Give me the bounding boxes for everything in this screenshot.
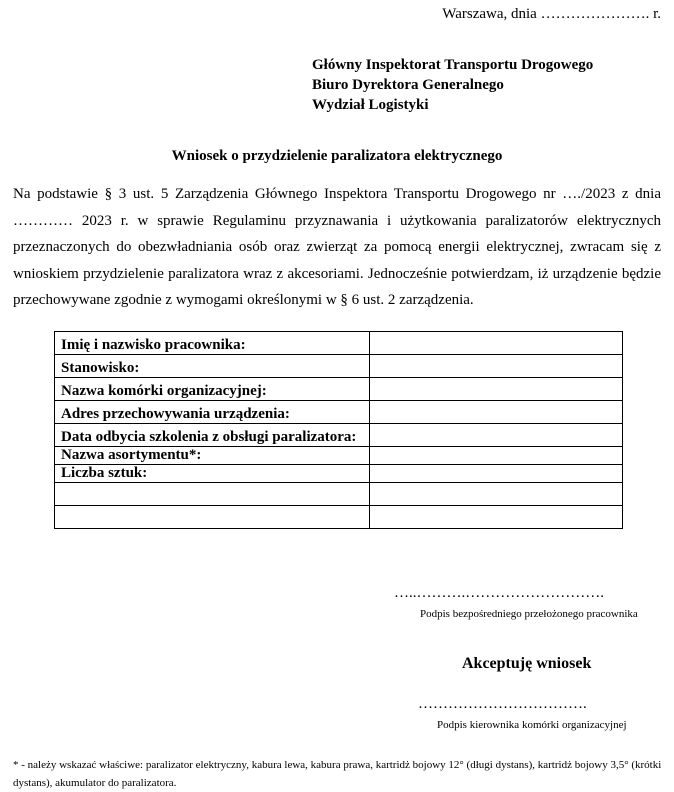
document-title: Wniosek o przydzielenie paralizatora elektrycznego	[171, 148, 503, 164]
table-row	[55, 447, 623, 465]
table-row	[55, 465, 623, 483]
row-value-position[interactable]	[369, 355, 622, 378]
table-row	[55, 483, 623, 506]
row-value-employee-name[interactable]	[369, 332, 622, 355]
row-label-org-unit: Nazwa komórki organizacyjnej:	[55, 378, 370, 401]
row-label-assortment: Nazwa asortymentu*:	[55, 447, 370, 465]
row-label-empty[interactable]	[55, 506, 370, 529]
table-row	[55, 355, 623, 378]
row-value-storage-address[interactable]	[369, 401, 622, 424]
table-row	[55, 378, 623, 401]
row-value-empty[interactable]	[369, 483, 622, 506]
row-value-quantity[interactable]	[369, 465, 622, 483]
row-label-position: Stanowisko:	[55, 355, 370, 378]
supervisor-signature-line: …..……….……………………….	[394, 585, 604, 601]
acceptance-heading: Akceptuję wniosek	[462, 655, 592, 672]
recipient-block	[312, 55, 593, 115]
request-body-text: Na podstawie § 3 ust. 5 Zarządzenia Głównego Inspektora Transportu Drogowego nr …./2023 z dnia ………… 2023 r. w sprawie Regulaminu przyznawania i użytkowania paralizatorów elektrycznych przeznaczonych do obezwładniania osób oraz zwierząt za pomocą energii elektrycznej, zwracam się z wnioskiem przydzielenie paralizatora wraz z akcesoriami. Jednocześnie potwierdzam, iż urządzenie będzie przechowywane zgodnie z wymogami określonymi w § 6 ust. 2 zarządzenia.	[13, 186, 661, 309]
row-value-org-unit[interactable]	[369, 378, 622, 401]
recipient-line-inspectorate: Główny Inspektorat Transportu Drogowego	[312, 57, 594, 73]
table-row	[55, 332, 623, 355]
manager-signature-caption: Podpis kierownika komórki organizacyjnej	[437, 719, 627, 731]
row-label-quantity: Liczba sztuk:	[55, 465, 370, 483]
place-date-line: Warszawa, dnia …………………. r.	[442, 6, 661, 22]
row-label-empty[interactable]	[55, 483, 370, 506]
recipient-line-office: Biuro Dyrektora Generalnego	[312, 77, 504, 93]
recipient-line-department: Wydział Logistyki	[312, 97, 429, 113]
row-label-employee-name: Imię i nazwisko pracownika:	[55, 332, 370, 355]
supervisor-signature-caption: Podpis bezpośredniego przełożonego pracownika	[420, 608, 638, 620]
row-value-empty[interactable]	[369, 506, 622, 529]
footnote-text: * - należy wskazać właściwe: paralizator elektryczny, kabura lewa, kabura prawa, kartridż bojowy 12° (długi dystans), kartridż bojowy 3,5° (krótki dystans), akumulator do paralizatora.	[13, 759, 662, 789]
manager-signature-line: …………………………….	[418, 696, 587, 712]
employee-data-table	[54, 331, 623, 529]
table-row	[55, 506, 623, 529]
table-row	[55, 424, 623, 447]
row-value-training-date[interactable]	[369, 424, 622, 447]
row-label-training-date: Data odbycia szkolenia z obsługi paralizatora:	[55, 424, 370, 447]
row-value-assortment[interactable]	[369, 447, 622, 465]
table-row	[55, 401, 623, 424]
row-label-storage-address: Adres przechowywania urządzenia:	[55, 401, 370, 424]
